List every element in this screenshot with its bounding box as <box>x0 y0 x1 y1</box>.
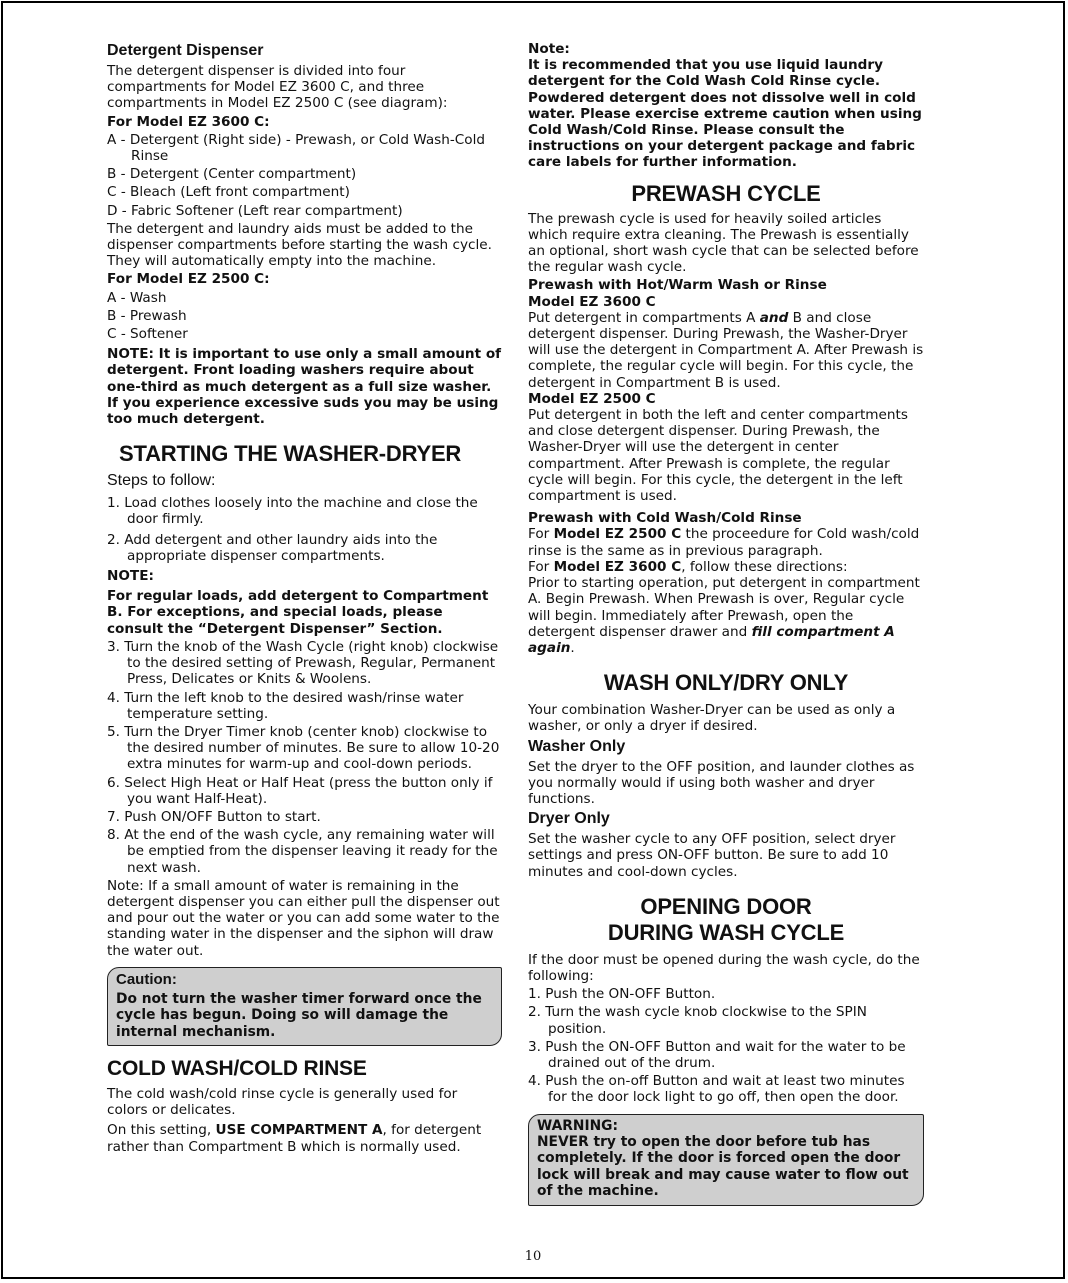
model3600-text: Put detergent in compartments A and B and close detergent dispenser. During Prewash, the Washer-Dryer will use the detergent in Compartment A. After Prewash is complete, the regular cycle will begin. For this cycle, the detergent in Compartment B is used. <box>528 309 924 391</box>
prewash-heading: PREWASH CYCLE <box>631 180 821 206</box>
cold-text-2: On this setting, USE COMPARTMENT A, for detergent rather than Compartment B which is normally used. <box>107 1122 482 1155</box>
warning-title: WARNING: <box>537 1117 618 1134</box>
ez3600-item: C - Bleach (Left front compartment) <box>107 184 350 201</box>
door-step: 2. Turn the wash cycle knob clockwise to the SPIN position. <box>528 1004 867 1037</box>
opening-door-heading-2: DURING WASH CYCLE <box>607 919 845 945</box>
step-item: 7. Push ON/OFF Button to start. <box>107 808 321 825</box>
wash-only-heading: WASH ONLY/DRY ONLY <box>603 670 849 696</box>
step-item: 4. Turn the left knob to the desired wash/rinse water temperature setting. <box>107 689 464 722</box>
ez3600-label: For Model EZ 3600 C: <box>107 113 270 130</box>
step-item: 1. Load clothes loosely into the machine and close the door firmly. <box>107 495 478 528</box>
prewash-cold-label: Prewash with Cold Wash/Cold Rinse <box>528 510 802 527</box>
model2500-text: Put detergent in both the left and center compartments and close detergent dispenser. During Prewash, the Washer-Dryer will use the detergent in center compartment. After Prewash is complete, the regular cycle will begin. For this cycle, the detergent in the left compartment is used. <box>528 407 908 505</box>
dispenser-intro: The detergent dispenser is divided into four compartments for Model EZ 3600 C, and three compartments in Model EZ 2500 C (see diagram): <box>107 63 448 112</box>
door-step: 4. Push the on-off Button and wait at least two minutes for the door lock light to go off, then open the door. <box>528 1073 905 1106</box>
step-item: 8. At the end of the wash cycle, any remaining water will be emptied from the dispenser leaving it ready for the next wash. <box>107 827 498 876</box>
ez3600-item: B - Detergent (Center compartment) <box>107 166 357 183</box>
ez2500-label: For Model EZ 2500 C: <box>107 271 270 288</box>
starting-heading: STARTING THE WASHER-DRYER <box>119 441 462 467</box>
model2500-label: Model EZ 2500 C <box>528 390 656 407</box>
wash-only-intro: Your combination Washer-Dryer can be used as only a washer, or only a dryer if desired. <box>528 702 896 735</box>
steps-heading: Steps to follow: <box>107 472 216 490</box>
cold-prior-text: Prior to starting operation, put detergent in compartment A. Begin Prewash. When Prewash is over, Regular cycle will begin. Immediately after Prewash, open the detergent dispenser drawer and fill compartment A again. <box>528 575 920 656</box>
caution-title: Caution: <box>116 970 177 988</box>
prewash-hot-label: Prewash with Hot/Warm Wash or Rinse <box>528 277 827 294</box>
page-number: 10 <box>524 1249 542 1264</box>
opening-door-heading-1: OPENING DOOR <box>640 893 812 919</box>
dryer-only-title: Dryer Only <box>528 810 610 828</box>
step-item: 6. Select High Heat or Half Heat (press the button only if you want Half-Heat). <box>107 774 493 807</box>
note-regular-loads: For regular loads, add detergent to Compartment B. For exceptions, and special loads, please consult the “Detergent Dispenser” Section. <box>107 588 489 637</box>
ez3600-item: A - Detergent (Right side) - Prewash, or Cold Wash-Cold Rinse <box>107 131 485 165</box>
door-step: 1. Push the ON-OFF Button. <box>528 986 716 1003</box>
step-item: 5. Turn the Dryer Timer knob (center knob) clockwise to the desired number of minutes. Be sure to allow 10-20 extra minutes for warm-up and cool-down periods. <box>107 723 500 773</box>
cold-for-3600: For Model EZ 3600 C, follow these directions: <box>528 558 848 575</box>
left-column <box>107 41 502 1155</box>
right-column <box>528 41 924 1206</box>
manual-page <box>1 1 1065 1279</box>
prewash-intro: The prewash cycle is used for heavily soiled articles which require extra cleaning. The Prewash is essentially an optional, short wash cycle that can be selected before the regular wash cycle. <box>528 210 919 276</box>
door-step: 3. Push the ON-OFF Button and wait for the water to be drained out of the drum. <box>528 1038 906 1071</box>
aids-text: The detergent and laundry aids must be added to the dispenser compartments before starting the wash cycle. They will automatically empty into the machine. <box>107 220 492 270</box>
cold-wash-heading: COLD WASH/COLD RINSE <box>107 1056 367 1080</box>
caution-text: Do not turn the washer timer forward once the cycle has begun. Doing so will damage the internal mechanism. <box>116 990 482 1040</box>
ez3600-item: D - Fabric Softener (Left rear compartment) <box>107 202 403 219</box>
note-label: NOTE: <box>107 568 154 585</box>
washer-only-title: Washer Only <box>528 737 626 755</box>
detergent-dispenser-title: Detergent Dispenser <box>107 42 264 59</box>
ez2500-item: C - Softener <box>107 326 188 343</box>
note-label-right: Note: <box>528 41 570 57</box>
cold-text-1: The cold wash/cold rinse cycle is generally used for colors or delicates. <box>107 1085 458 1119</box>
warning-box <box>528 1114 924 1206</box>
note-water: Note: If a small amount of water is remaining in the detergent dispenser you can either pull the dispenser out and pour out the water or you can add some water to the standing water in the dispenser and the siphon will draw the water out. <box>107 877 500 959</box>
ez2500-item: B - Prewash <box>107 307 187 324</box>
dryer-only-text: Set the washer cycle to any OFF position, select dryer settings and press ON-OFF button. Be sure to add 10 minutes and cool-down cycles. <box>528 831 896 880</box>
step-item: 2. Add detergent and other laundry aids into the appropriate dispenser compartments. <box>107 531 438 564</box>
caution-box <box>107 967 502 1046</box>
model3600-label: Model EZ 3600 C <box>528 293 656 310</box>
note-small-amount: NOTE: It is important to use only a small amount of detergent. Front loading washers require about one-third as much detergent as a full size washer. If you experience excessive suds you may be using too much detergent. <box>107 346 502 428</box>
door-intro: If the door must be opened during the wash cycle, do the following: <box>528 951 920 984</box>
step-item: 3. Turn the knob of the Wash Cycle (right knob) clockwise to the desired setting of Prewash, Regular, Permanent Press, Delicates or Knits & Woolens. <box>107 638 499 688</box>
ez2500-item: A - Wash <box>107 289 167 306</box>
cold-for-2500: For Model EZ 2500 C the proceedure for Cold wash/cold rinse is the same as in previous paragraph. <box>528 526 920 559</box>
note-liquid-detergent: It is recommended that you use liquid laundry detergent for the Cold Wash Cold Rinse cycle. Powdered detergent does not dissolve well in cold water. Please exercise extreme caution when using Cold Wash/Cold Rinse. Please consult the instructions on your detergent package and fabric care labels for further information. <box>528 57 922 171</box>
warning-text: NEVER try to open the door before tub has completely. If the door is forced open the door lock will break and may cause water to flow out of the machine. <box>537 1133 909 1200</box>
washer-only-text: Set the dryer to the OFF position, and launder clothes as you normally would if using both washer and dryer functions. <box>528 758 915 807</box>
